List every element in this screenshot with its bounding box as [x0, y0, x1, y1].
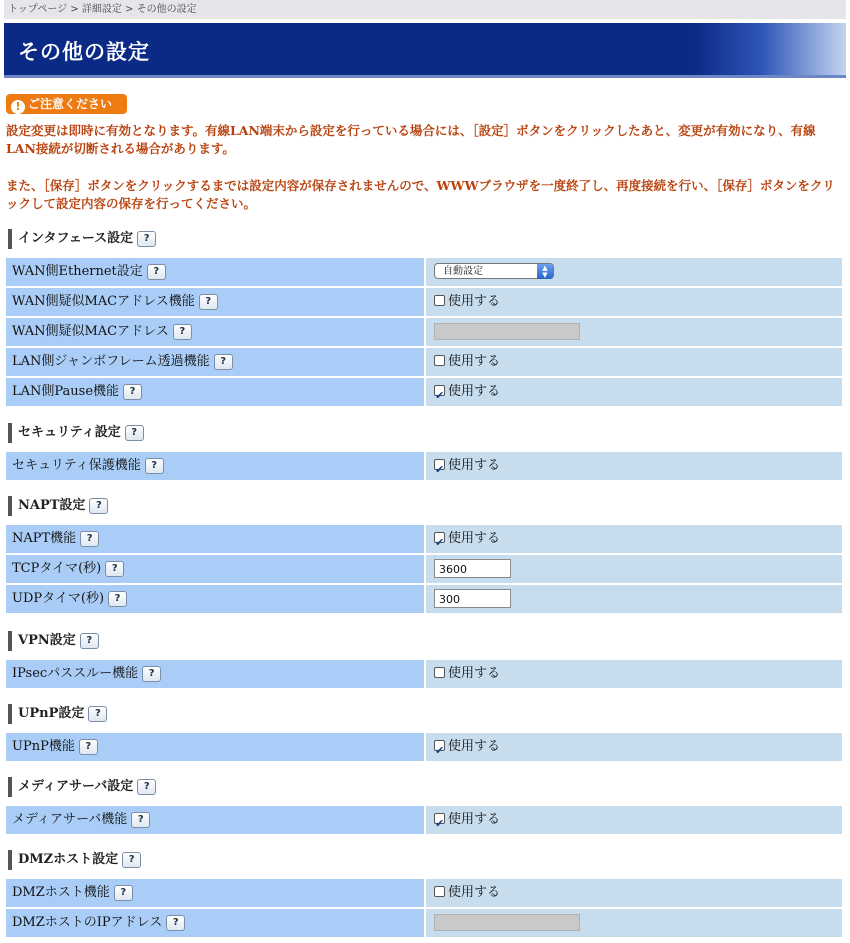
row-label: NAPT機能 [12, 531, 77, 546]
row-wan-mac-addr [6, 318, 842, 346]
section-media [8, 777, 156, 797]
row-label: IPsecパススルー機能 [12, 666, 139, 681]
row-lan-jumbo [6, 348, 842, 376]
row-wan-ethernet [6, 258, 842, 286]
upnp-func-checkbox[interactable] [434, 740, 445, 751]
row-label: UDPタイマ(秒) [12, 591, 105, 606]
checkbox-label[interactable]: 使用する [448, 384, 501, 399]
caution-label: ご注意ください [28, 97, 113, 111]
help-icon[interactable]: ? [145, 458, 164, 474]
row-ipsec [6, 660, 842, 688]
checkbox-label[interactable]: 使用する [448, 458, 501, 473]
row-label: TCPタイマ(秒) [12, 561, 102, 576]
wan-mac-func-checkbox[interactable] [434, 295, 445, 306]
title-stripe [4, 75, 846, 78]
checkbox-label[interactable]: 使用する [448, 294, 501, 309]
row-napt-func [6, 525, 842, 553]
row-label: LAN側Pause機能 [12, 384, 120, 399]
row-label: WAN側疑似MACアドレス機能 [12, 294, 195, 309]
section-napt [8, 496, 108, 516]
help-icon[interactable]: ? [105, 561, 124, 577]
help-icon[interactable]: ? [125, 425, 144, 441]
warning-text-2: また、［保存］ボタンをクリックするまでは設定内容が保存されませんので、WWWブラウザを一度終了し、再度接続を行い、［保存］ボタンをクリックして設定内容の保存を行ってください。 [6, 178, 835, 211]
checkbox-label[interactable]: 使用する [448, 354, 501, 369]
ipsec-checkbox[interactable] [434, 667, 445, 678]
section-vpn [8, 631, 99, 651]
section-upnp [8, 704, 107, 724]
section-interface [8, 229, 156, 249]
row-dmz-func [6, 879, 842, 907]
help-icon[interactable]: ? [142, 666, 161, 682]
help-icon[interactable]: ? [80, 531, 99, 547]
media-func-checkbox[interactable] [434, 813, 445, 824]
title-bar [4, 23, 846, 78]
section-title: インタフェース設定 [18, 231, 134, 246]
help-icon[interactable]: ? [108, 591, 127, 607]
row-label: WAN側疑似MACアドレス [12, 324, 169, 339]
help-icon[interactable]: ? [122, 852, 141, 868]
help-icon[interactable]: ? [147, 264, 166, 280]
row-label: DMZホストのIPアドレス [12, 915, 163, 930]
wan-ethernet-select[interactable]: 自動設定 ▲ ▼ [434, 263, 554, 279]
section-title: UPnP設定 [18, 706, 85, 721]
help-icon[interactable]: ? [166, 915, 185, 931]
checkbox-label[interactable]: 使用する [448, 531, 501, 546]
warning-text-1: 設定変更は即時に有効となります。有線LAN端末から設定を行っている場合には、［設定］ボタンをクリックしたあと、変更が有効になり、有線LAN接続が切断される場合があります。 [6, 123, 816, 156]
napt-func-checkbox[interactable] [434, 532, 445, 543]
row-label: WAN側Ethernet設定 [12, 264, 143, 279]
help-icon[interactable]: ? [89, 498, 108, 514]
security-protect-checkbox[interactable] [434, 459, 445, 470]
row-label: LAN側ジャンボフレーム透過機能 [12, 354, 210, 369]
page-title: その他の設定 [18, 39, 150, 64]
row-upnp-func [6, 733, 842, 761]
lan-jumbo-checkbox[interactable] [434, 355, 445, 366]
row-label: セキュリティ保護機能 [12, 458, 141, 473]
row-label: メディアサーバ機能 [12, 812, 128, 827]
dmz-func-checkbox[interactable] [434, 886, 445, 897]
row-dmz-ip [6, 909, 842, 937]
checkbox-label[interactable]: 使用する [448, 666, 501, 681]
checkbox-label[interactable]: 使用する [448, 885, 501, 900]
row-label: UPnP機能 [12, 739, 75, 754]
breadcrumb[interactable]: トップページ > 詳細設定 > その他の設定 [4, 0, 846, 19]
help-icon[interactable]: ? [123, 384, 142, 400]
help-icon[interactable]: ? [80, 633, 99, 649]
row-label: DMZホスト機能 [12, 885, 110, 900]
help-icon[interactable]: ? [199, 294, 218, 310]
row-wan-mac-func [6, 288, 842, 316]
help-icon[interactable]: ? [137, 231, 156, 247]
row-security-protect [6, 452, 842, 480]
help-icon[interactable]: ? [114, 885, 133, 901]
dmz-ip-input[interactable] [434, 914, 580, 931]
help-icon[interactable]: ? [137, 779, 156, 795]
checkbox-label[interactable]: 使用する [448, 812, 501, 827]
select-arrows-icon: ▲ ▼ [537, 264, 553, 279]
section-title: DMZホスト設定 [18, 852, 119, 867]
help-icon[interactable]: ? [79, 739, 98, 755]
row-tcp-timer [6, 555, 842, 583]
section-title: メディアサーバ設定 [18, 779, 134, 794]
udp-timer-input[interactable]: 300 [434, 589, 511, 608]
section-title: セキュリティ設定 [18, 425, 121, 440]
section-title: VPN設定 [18, 633, 76, 648]
row-media-func [6, 806, 842, 834]
section-title: NAPT設定 [18, 498, 86, 513]
wan-mac-addr-input[interactable] [434, 323, 580, 340]
caution-badge [6, 94, 127, 114]
help-icon[interactable]: ? [173, 324, 192, 340]
tcp-timer-input[interactable]: 3600 [434, 559, 511, 578]
help-icon[interactable]: ? [131, 812, 150, 828]
row-lan-pause [6, 378, 842, 406]
lan-pause-checkbox[interactable] [434, 385, 445, 396]
section-security [8, 423, 144, 443]
exclamation-icon: ! [11, 100, 25, 114]
help-icon[interactable]: ? [214, 354, 233, 370]
help-icon[interactable]: ? [88, 706, 107, 722]
row-udp-timer [6, 585, 842, 613]
section-dmz [8, 850, 141, 870]
checkbox-label[interactable]: 使用する [448, 739, 501, 754]
